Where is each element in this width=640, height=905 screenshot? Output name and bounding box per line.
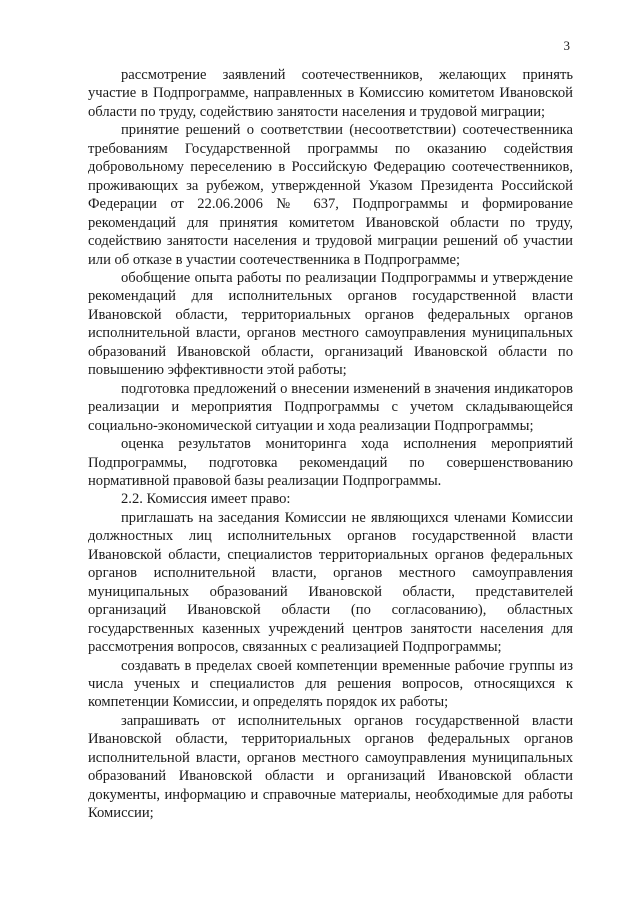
paragraph-working-groups: создавать в пределах своей компетенции временные рабочие группы из числа ученых и специалистов для решения вопросов, относящихся к компетенции Комиссии, и определять порядок их работы; (88, 657, 573, 711)
page-number: 3 (563, 38, 570, 53)
paragraph-monitoring-evaluation: оценка результатов мониторинга хода исполнения мероприятий Подпрограммы, подготовка рекомендаций по совершенствованию нормативной правовой базы реализации Подпрограммы. (88, 436, 573, 489)
document-body (88, 66, 573, 823)
paragraph-generalization-experience: обобщение опыта работы по реализации Подпрограммы и утверждение рекомендаций для исполнительных органов государственной власти Ивановской области, территориальных органов федеральных органов исполнительной власти, органов местного самоуправления муниципальных образований Ивановской области, организаций Ивановской области по повышению эффективности этой работы; (88, 269, 573, 379)
section-heading-commission-rights: 2.2. Комиссия имеет право: (121, 491, 291, 508)
paragraph-indicator-proposals: подготовка предложений о внесении изменений в значения индикаторов реализации и мероприятия Подпрограммы с учетом складывающейся социально-экономической ситуации и хода реализации Подпрограммы; (88, 380, 573, 434)
paragraph-request-documents: запрашивать от исполнительных органов государственной власти Ивановской области, территориальных органов федеральных органов исполнительной власти, органов местного самоуправления муниципальных образований Ивановской области и организаций Ивановской области документы, информацию и справочные материалы, необходимые для работы Комиссии; (88, 712, 573, 822)
paragraph-invite-officials: приглашать на заседания Комиссии не являющихся членами Комиссии должностных лиц исполнительных органов государственной власти Ивановской области, специалистов территориальных органов федеральных органов исполнительной власти, органов местного самоуправления муниципальных образований Ивановской области, представителей организаций Ивановской области (по согласованию), областных государственных казенных учреждений центров занятости населения для рассмотрения вопросов, связанных с реализацией Подпрограммы; (88, 509, 573, 656)
paragraph-decision-compliance: принятие решений о соответствии (несоответствии) соотечественника требованиям Государственной программы по оказанию содействия добровольному переселению в Российскую Федерацию соотечественников, проживающих за рубежом, утвержденной Указом Президента Российской Федерации от 22.06.2006 № 637, Подпрограммы и формирование рекомендаций для принятия комитетом Ивановской области по труду, содействию занятости населения и трудовой миграции решений об участии или об отказе в участии соотечественника в Подпрограмме; (88, 122, 573, 268)
paragraph-review-applications: рассмотрение заявлений соотечественников, желающих принять участие в Подпрограмме, направленных в Комиссию комитетом Ивановской области по труду, содействию занятости населения и трудовой миграции; (88, 67, 573, 120)
